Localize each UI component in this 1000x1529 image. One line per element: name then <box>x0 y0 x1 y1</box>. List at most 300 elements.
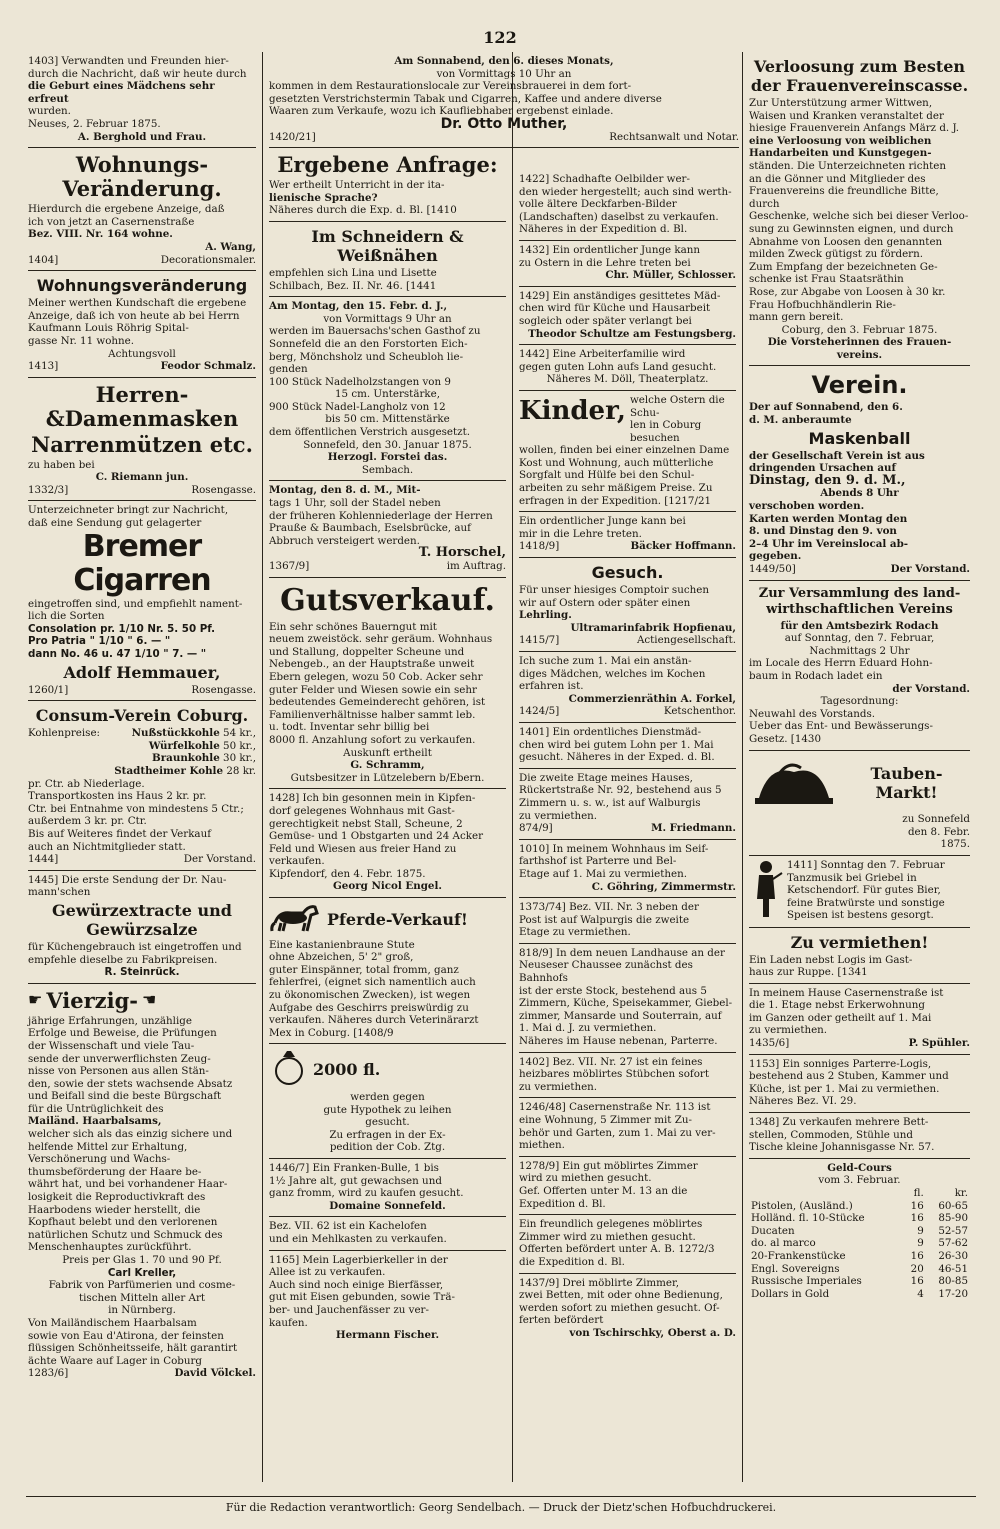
ad-signature: A. Berghold und Frau. <box>77 130 207 143</box>
ad-line: Meiner werthen Kundschaft die ergebene <box>28 297 247 310</box>
musician-icon <box>749 859 783 923</box>
ad-line: erfahren ist. <box>519 680 584 693</box>
ad-line: 1875. <box>940 838 970 851</box>
ad-line: helfende Mittel zur Erhaltung, <box>28 1140 188 1153</box>
ad-line: ich von jetzt an Casernenstraße <box>28 215 195 228</box>
ad-line: Transportkosten ins Haus 2 kr. pr. <box>28 790 207 803</box>
ad-maker: Carl Kreller, <box>107 1266 177 1279</box>
ad-franken-bulle <box>269 1159 506 1217</box>
ad-line: bedeutendes Gemeinderecht gehören, ist <box>269 696 486 709</box>
ad-title: Herren-&Damenmasken <box>45 381 239 431</box>
ad-line: verkaufen. Näheres durch Veterinärarzt <box>269 1014 479 1027</box>
ad-line: Abends 8 Uhr <box>820 487 899 500</box>
ad-holzverstrich <box>269 297 506 481</box>
ad-line: Feld und Wiesen aus freier Hand zu <box>269 842 457 855</box>
ad-wohnhaus-verkauf <box>269 789 506 898</box>
ad-line: Schilbach, Bez. II. Nr. 46. [1441 <box>269 279 437 292</box>
ad-signature: T. Horschel, <box>418 545 506 561</box>
ad-line: zu haben bei <box>28 458 95 471</box>
ad-bettstellen <box>749 1113 970 1159</box>
ad-line: Waaren zum Verkaufe, wozu ich Kaufliebhaber ergebenst einlade. <box>269 105 614 118</box>
ad-title: Gutsverkauf. <box>280 582 495 618</box>
ad-stadel-abbruch <box>269 481 506 577</box>
ad-line: 1411] Sonntag den 7. Februar <box>787 858 945 871</box>
pointing-hand-icon: ☛ <box>28 990 43 1010</box>
ad-line: sung zu Gewinnsten eignen, und durch <box>749 222 954 235</box>
ad-line: Abnahme von Loosen den genannten <box>749 235 943 248</box>
ad-signature: C. Göhring, Zimmermstr. <box>591 880 736 893</box>
ad-line: Montag, den 8. d. M., Mit- <box>269 484 421 497</box>
ad-line: bestehend aus 2 Stuben, Kammer und <box>749 1070 949 1083</box>
ad-line: Die zweite Etage meines Hauses, <box>519 771 693 784</box>
ad-line: Haarbodens wieder herstellt, die <box>28 1203 201 1216</box>
ad-line: auf Sonntag, den 7. Februar, <box>784 632 935 645</box>
ad-line: die 1. Etage nebst Erkerwohnung <box>749 999 925 1012</box>
ad-line: werden gegen <box>350 1091 425 1103</box>
ad-line: 1442] Eine Arbeiterfamilie wird <box>519 348 686 361</box>
ad-title: Maskenball <box>808 428 911 448</box>
ad-line: neuem zweistöck. sehr geräum. Wohnhaus <box>269 633 493 646</box>
ad-line: sowie von Eau d'Atirona, der feinsten <box>28 1329 224 1342</box>
imprint-footer: Für die Redaction verantwortlich: Georg Sendelbach. — Druck der Dietz'schen Hofbuchdruckerei. <box>26 1496 976 1514</box>
ad-line: von Vormittags 10 Uhr an <box>436 67 572 80</box>
ad-line: Eine kastanienbraune Stute <box>269 938 415 951</box>
ad-line: 100 Stück Nadelholzstangen von 9 <box>269 375 451 388</box>
ad-line: mann'schen <box>28 886 91 899</box>
ad-signature: G. Schramm, <box>350 759 425 772</box>
ad-line: 1373/74] Bez. VII. Nr. 3 neben der <box>519 901 699 914</box>
ad-title: Bremer Cigarren <box>73 528 211 598</box>
ad-line: ber- und Jauchenfässer zu ver- <box>269 1303 429 1316</box>
ad-line: thumsbeförderung der Haare be- <box>28 1165 202 1178</box>
table-row <box>749 1237 970 1250</box>
ad-line: 1428] Ich bin gesonnen mein in Kipfen- <box>269 792 476 805</box>
ad-line: eine Wohnung, 5 Zimmer mit Zu- <box>519 1114 692 1126</box>
ad-kachelofen <box>269 1217 506 1250</box>
ad-line: Preis per Glas 1. 70 und 90 Pf. <box>62 1254 222 1266</box>
ad-birth-announcement <box>28 52 256 148</box>
ad-verein-maskenball <box>749 366 970 580</box>
table-cell: 60-65 <box>938 1199 968 1212</box>
ad-line: zu Sonnefeld <box>902 813 970 826</box>
ad-line: Bez. VII. 62 ist ein Kachelofen <box>269 1220 427 1233</box>
ad-title: 2000 fl. <box>313 1059 381 1079</box>
ad-line: Aufgabe des Geschirrs preiswürdig zu <box>269 1001 469 1014</box>
ad-drei-zimmer <box>519 1274 736 1344</box>
table-cell: Engl. Sovereigns <box>751 1262 840 1275</box>
ad-line: fehlerfrei, (eignet sich namentlich auch <box>269 976 476 989</box>
table-row <box>749 1200 970 1213</box>
ad-line: milden Zweck gütigst zu fördern. <box>749 248 923 261</box>
ad-number: 874/9] <box>519 822 553 835</box>
ad-parterre-bel-etage <box>519 840 736 898</box>
ad-line: wir auf Ostern oder später einen <box>519 596 691 609</box>
ad-line: werden sofort zu miethen gesucht. Of- <box>519 1301 720 1314</box>
table-cell: 52-57 <box>938 1224 968 1237</box>
ad-line: Tische kleine Johannisgasse Nr. 57. <box>749 1141 935 1154</box>
ad-line: behör und Garten, zum 1. Mai zu ver- <box>519 1126 716 1139</box>
ad-line: Rückertstraße Nr. 92, bestehend aus 5 <box>519 784 722 797</box>
ad-signature: Commerzienräthin A. Forkel, <box>568 692 736 705</box>
ad-line: Nebengeb., an der Hauptstraße unweit <box>269 658 475 671</box>
ad-line: Ich suche zum 1. Mai ein anstän- <box>519 655 692 667</box>
ad-line: 1445] Die erste Sendung der Dr. Nau- <box>28 873 227 886</box>
ad-line: ist der erste Stock, bestehend aus 5 <box>519 984 707 997</box>
ad-line: Hierdurch die ergebene Anzeige, daß <box>28 203 225 216</box>
ad-zweite-etage <box>519 769 736 840</box>
ad-line: Post ist auf Walpurgis die zweite <box>519 913 690 926</box>
ad-line: Näheres M. Döll, Theaterplatz. <box>546 373 709 386</box>
ad-verloosung <box>749 52 970 366</box>
ad-title: Verloosung zum Besten der Frauenvereinscasse. <box>750 57 969 95</box>
ad-line: Frauenvereins die freundliche Bitte, durch <box>749 185 939 210</box>
ad-line: Gesetz. [1430 <box>749 732 822 745</box>
ad-line: eingetroffen sind, und empfiehlt nament- <box>28 597 243 610</box>
ad-line: und Beifall sind die beste Bürgschaft <box>28 1090 222 1103</box>
ad-line: Zum Empfang der bezeichneten Ge- <box>749 260 938 273</box>
ad-line: Coburg, den 3. Februar 1875. <box>781 323 938 336</box>
ad-line: berg, Mönchsholz und Scheubloh lie- <box>269 350 464 363</box>
ad-line: Zur Unterstützung armer Wittwen, <box>749 97 933 109</box>
ad-line: zimmer, Mansarde und Souterrain, auf <box>519 1009 722 1022</box>
price-name: Würfelkohle <box>148 739 220 752</box>
table-header-cell <box>749 1187 903 1200</box>
table-cell: 16 <box>910 1199 924 1212</box>
ad-line: verschoben worden. <box>749 500 865 513</box>
ad-line: Waisen und Kranken veranstaltet der <box>749 109 944 122</box>
money-bag-icon <box>269 1047 309 1091</box>
ad-oelbilder <box>519 170 736 241</box>
ad-bremer-cigarren <box>28 501 256 701</box>
ad-line: Lehrling. <box>519 609 572 622</box>
table-cell: 9 <box>917 1237 924 1250</box>
ad-line: welcher sich als das einzig sichere und <box>28 1128 233 1141</box>
ad-signature: Bäcker Hoffmann. <box>630 540 736 553</box>
ad-line: Ein freundlich gelegenes möblirtes <box>519 1218 703 1231</box>
ad-line: chen wird für Küche und Hausarbeit <box>519 302 711 315</box>
ad-line: 1. Mai d. J. zu vermiethen. <box>519 1022 657 1035</box>
ad-freundliches-zimmer <box>519 1215 736 1273</box>
ad-wohnungs-veraenderung <box>28 148 256 271</box>
ad-line: und ein Mehlkasten zu verkaufen. <box>269 1232 447 1245</box>
ad-line: zu Ostern in die Lehre treten bei <box>519 256 691 269</box>
ad-line: feine Bratwürste und sonstige <box>787 896 945 909</box>
ad-line: nisse von Personen aus allen Stän- <box>28 1065 209 1078</box>
price-value: 28 kr. <box>226 765 256 777</box>
ad-signature: R. Steinrück. <box>104 966 180 979</box>
ad-line: Expedition d. Bl. <box>519 1197 606 1210</box>
ad-line: der früheren Kohlenniederlage der Herren <box>269 509 493 522</box>
ad-gutsverkauf <box>269 578 506 790</box>
ad-line: 1165] Mein Lagerbierkeller in der <box>269 1253 448 1266</box>
table-cell: 20 <box>910 1262 924 1275</box>
ad-line: Speisen ist bestens gesorgt. <box>787 909 934 922</box>
ad-line: flüssigen Schönheitsseife, hält garantirt <box>28 1342 238 1355</box>
ad-line: daß eine Sendung gut gelagerter <box>28 517 202 530</box>
table-cell: 20-Frankenstücke <box>751 1249 846 1262</box>
ad-line: sende der unverwerflichsten Zeug- <box>28 1052 211 1065</box>
ad-number: 1367/9] <box>269 560 310 572</box>
ad-title: Consum-Verein Coburg. <box>35 706 249 726</box>
ad-number: 1415/7] <box>519 634 560 647</box>
ad-line: gegeben. <box>749 550 802 563</box>
ad-line: baum in Rodach ladet ein <box>749 669 883 682</box>
ad-masken <box>28 378 256 502</box>
price-value: 30 kr., <box>223 752 256 765</box>
ad-line: Ein ordentlicher Junge kann bei <box>519 515 686 528</box>
ad-line: wird zu miethen gesucht. <box>519 1172 652 1185</box>
ad-line: Am Sonnabend, den 6. dieses Monats, <box>394 55 614 67</box>
ad-junge-schlosser <box>519 241 736 287</box>
ad-line: den wieder hergestellt; auch sind werth- <box>519 185 732 198</box>
ad-line: 1422] Schadhafte Oelbilder wer- <box>519 173 690 185</box>
ad-line: Ein Laden nebst Logis im Gast- <box>749 953 913 966</box>
pointing-hand-icon: ☚ <box>141 990 157 1010</box>
ad-haarbalsam <box>28 984 256 1384</box>
ad-title: Wohnungs-Veränderung. <box>62 152 222 202</box>
ad-line: die Geburt eines Mädchens sehr erfreut <box>28 80 215 105</box>
ad-item: dann No. 46 u. 47 1/10 " 7. — " <box>28 648 207 661</box>
price-value: 50 kr., <box>223 739 256 752</box>
ad-line: im Locale des Herrn Eduard Hohn- <box>749 657 933 670</box>
ad-line: Ueber das Ent- und Bewässerungs- <box>749 720 933 733</box>
ad-line: In meinem Hause Casernenstraße ist <box>749 986 944 999</box>
table-cell: 80-85 <box>938 1275 968 1288</box>
ad-line: 900 Stück Nadel-Langholz von 12 <box>269 400 446 413</box>
ad-line: den 8. Febr. <box>907 825 970 838</box>
ad-line: tags 1 Uhr, soll der Stadel neben <box>269 497 441 510</box>
ad-line: Handarbeiten und Kunstgegen- <box>749 147 932 160</box>
ad-line: 818/9] In dem neuen Landhause an der <box>519 946 725 959</box>
ad-line: ganz fromm, wird zu kaufen gesucht. <box>269 1187 464 1200</box>
ad-line: volle ältere Deckfarben-Bilder <box>519 198 677 211</box>
ad-line: Familienverhältnisse halber sammt leb. <box>269 708 476 721</box>
ad-line: Zimmer wird zu miethen gesucht. <box>519 1230 696 1243</box>
ad-number: 1260/1] <box>28 683 69 696</box>
ad-signature: M. Friedmann. <box>651 822 736 835</box>
ad-title: Kinder, <box>519 395 626 426</box>
ad-line: hiesige Frauenverein Anfangs März d. J. <box>749 122 960 135</box>
ad-line: Der auf Sonnabend, den 6. <box>749 401 903 414</box>
ad-line: 1348] Zu verkaufen mehrere Bett- <box>749 1116 929 1129</box>
ad-dienstmaedchen <box>519 723 736 769</box>
table-cell: 16 <box>910 1212 924 1225</box>
ad-line: 1153] Ein sonniges Parterre-Logis, <box>749 1057 932 1070</box>
ad-line: miethen. <box>519 1139 565 1152</box>
ad-line: Verschönerung und Wachs- <box>28 1153 171 1166</box>
ad-line: Kaufmann Louis Röhrig Spital- <box>28 322 189 335</box>
ad-gesuch <box>519 558 736 652</box>
ad-maedchen-kueche <box>519 287 736 345</box>
ad-title: Vierzig- <box>46 987 138 1013</box>
ad-line: Nachmittags 2 Uhr <box>809 644 910 657</box>
ad-line: der Wissenschaft und viele Tau- <box>28 1039 195 1052</box>
ad-signature: Die Vorsteherinnen des Frauen-vereins. <box>767 336 952 361</box>
ad-signature: Theodor Schultze am Festungsberg. <box>528 327 736 340</box>
ad-signature: Herzogl. Forstei das. <box>327 451 448 464</box>
ad-line: zu vermiethen. <box>749 1024 828 1037</box>
ad-number: 1418/9] <box>519 540 560 553</box>
ad-signature: P. Spühler. <box>908 1037 970 1050</box>
ad-line: 1403] Verwandten und Freunden hier- <box>28 55 229 67</box>
table-row <box>749 1250 970 1263</box>
ad-line: lienische Sprache? <box>269 191 378 204</box>
ad-line: für den Amtsbezirk Rodach <box>780 619 939 632</box>
ad-geld-cours <box>749 1159 970 1305</box>
column-3 <box>513 52 743 1482</box>
ad-line: Prauße & Baumbach, Eselsbrücke, auf <box>269 522 471 535</box>
ad-signature: Adolf Hemmauer, <box>63 662 221 682</box>
ad-role: Actiengesellschaft. <box>636 634 736 647</box>
ad-line: gute Hypothek zu leihen <box>323 1103 452 1116</box>
exchange-rate-table <box>749 1187 970 1300</box>
ad-line: Ctr. bei Entnahme von mindestens 5 Ctr.; <box>28 802 244 815</box>
ad-line: gegen guten Lohn aufs Land gesucht. <box>519 360 717 373</box>
ad-line: Rose, zur Abgabe von Loosen à 30 kr. <box>749 285 946 298</box>
table-row <box>749 1288 970 1301</box>
ad-title: Geld-Cours <box>827 1161 892 1174</box>
ad-line: der Gesellschaft Verein ist aus <box>749 449 925 462</box>
ad-line: sogleich oder später verlangt bei <box>519 314 692 327</box>
table-row <box>749 1225 970 1238</box>
ad-item: Consolation pr. 1/10 Nr. 5. 50 Pf. <box>28 622 216 635</box>
table-header-cell: kr. <box>954 1187 968 1199</box>
ad-role: Decorationsmaler. <box>160 253 256 266</box>
ad-arbeiterfamilie <box>519 345 736 391</box>
ad-line: 1010] In meinem Wohnhaus im Seif- <box>519 842 709 855</box>
ad-line: chen wird bei gutem Lohn per 1. Mai <box>519 738 714 751</box>
ad-role: Gutsbesitzer in Lützelebern b/Ebern. <box>290 771 485 784</box>
ad-number: 1449/50] <box>749 563 796 575</box>
ad-line: 1446/7] Ein Franken-Bulle, 1 bis <box>269 1161 439 1174</box>
ad-maedchen-kochen <box>519 652 736 723</box>
ad-line: Karten werden Montag den <box>749 512 908 525</box>
ad-line: ächte Waare auf Lager in Coburg <box>28 1354 203 1367</box>
ad-line: arbeiten zu sehr mäßigem Preise. Zu <box>519 482 713 495</box>
ad-line: an die Gönner und Mitglieder des <box>749 172 926 185</box>
price-name: Stadtheimer Kohle <box>114 765 224 777</box>
ad-line: empfehle dieselbe zu Fabrikpreisen. <box>28 953 218 966</box>
ad-line: Näheres in der Expedition d. Bl. <box>519 223 688 236</box>
ad-line: bis 50 cm. Mittenstärke <box>325 413 450 426</box>
ad-line: 8000 fl. Anzahlung sofort zu verkaufen. <box>269 733 476 746</box>
ad-line: heizbares möblirtes Stübchen sofort <box>519 1068 709 1081</box>
bird-icon <box>749 754 839 814</box>
ad-place: Rosengasse. <box>191 683 256 696</box>
price-name: Braunkohle <box>152 752 220 765</box>
page-number: 122 <box>483 28 517 47</box>
ad-number: 1444] <box>28 853 59 866</box>
ad-signature: Der Vorstand. <box>183 853 256 866</box>
ad-ergebene-anfrage <box>269 148 506 222</box>
ad-pferde-verkauf <box>269 898 506 1044</box>
ad-line: (Landschaften) daselbst zu verkaufen. <box>519 210 719 223</box>
column-1 <box>26 52 263 1482</box>
ad-number: 1424/5] <box>519 705 560 718</box>
ad-line: in Nürnberg. <box>108 1304 176 1317</box>
ad-place: Rosengasse. <box>191 483 256 496</box>
ad-number: 1283/6] <box>28 1367 69 1380</box>
ad-post-etage <box>519 898 736 944</box>
ad-line: Für unser hiesiges Comptoir suchen <box>519 584 709 597</box>
ad-line: Unterzeichneter bringt zur Nachricht, <box>28 504 229 517</box>
table-cell: 26-30 <box>938 1249 968 1262</box>
ad-place: Sembach. <box>361 463 414 476</box>
ad-tanzmusik <box>749 856 970 928</box>
ad-line: gerechtigkeit nebst Stall, Scheune, 2 <box>269 817 463 830</box>
ad-title: Zur Versammlung des land-wirthschaftlichen Vereins <box>758 585 961 617</box>
ad-line: Ein sehr schönes Bauerngut mit <box>269 620 437 633</box>
columns <box>26 52 976 1482</box>
ad-role: Rechtsanwalt und Notar. <box>609 130 739 143</box>
ad-line: 1429] Ein anständiges gesittetes Mäd- <box>519 289 721 302</box>
ad-line: Frau Hofbuchhändlerin Rie- <box>749 298 896 311</box>
ad-subtitle: vom 3. Februar. <box>818 1174 901 1187</box>
ad-landhaus <box>519 944 736 1053</box>
ad-line: Mex in Coburg. [1408/9 <box>269 1026 394 1039</box>
ad-line: und Stallung, doppelter Scheune und <box>269 645 465 658</box>
table-cell: 85-90 <box>938 1212 968 1225</box>
ad-line: währt hat, und bei vorhandener Haar- <box>28 1178 228 1191</box>
ad-line: Bis auf Weiteres findet der Verkauf <box>28 827 212 840</box>
ad-line: Tanzmusik bei Griebel in <box>787 871 917 884</box>
ad-line: 1437/9] Drei möblirte Zimmer, <box>519 1276 680 1289</box>
ad-zimmer-gesucht <box>519 1157 736 1215</box>
ad-title: Im Schneidern & Weißnähen <box>311 226 464 265</box>
ad-line: stellen, Commoden, Stühle und <box>749 1128 914 1141</box>
ad-line: pr. Ctr. ab Niederlage. <box>28 777 145 790</box>
ad-line: Kost und Wohnung, auch mütterliche <box>519 456 714 469</box>
ad-line: Etage auf 1. Mai zu vermiethen. <box>519 867 688 880</box>
ad-line: 1432] Ein ordentlicher Junge kann <box>519 243 701 256</box>
ad-signature: Der Vorstand. <box>890 563 970 575</box>
ad-signature: Hermann Fischer. <box>335 1329 440 1342</box>
ad-line: ferten befördert <box>519 1314 604 1327</box>
ad-line: Kipfendorf, den 4. Febr. 1875. <box>269 867 426 880</box>
ad-stuebchen <box>519 1053 736 1099</box>
ad-line: guter Einspänner, total fromm, ganz <box>269 963 459 976</box>
ad-item: Pro Patria " 1/10 " 6. — " <box>28 635 171 648</box>
ad-line: 8. und Dinstag den 9. von <box>749 525 897 538</box>
ad-line: wollen, finden bei einer einzelnen Dame <box>519 444 730 457</box>
ad-signature: Feodor Schmalz. <box>160 360 256 373</box>
ad-lagerbierkeller <box>269 1251 506 1346</box>
ad-line: genden <box>269 363 308 376</box>
ad-line: Neuwahl des Vorstands. <box>749 707 876 720</box>
ad-line: den, sowie der stets wachsende Absatz <box>28 1077 233 1090</box>
ad-line: zu vermiethen. <box>519 809 598 822</box>
ad-line: 1246/48] Casernenstraße Nr. 113 ist <box>519 1101 711 1114</box>
ad-line: 1½ Jahre alt, gut gewachsen und <box>269 1174 442 1187</box>
ad-line: Sorgfalt und Hülfe bei den Schul- <box>519 469 695 482</box>
ad-junge-baecker <box>519 512 736 558</box>
ad-signature: A. Wang, <box>205 240 256 253</box>
ad-line: dem öffentlichen Verstrich ausgesetzt. <box>269 426 470 439</box>
ad-title: Verein. <box>811 371 908 400</box>
horse-icon <box>269 901 323 939</box>
ad-line: Offerten befördert unter A. B. 1272/3 <box>519 1243 715 1256</box>
ad-line: Zu erfragen in der Ex- <box>329 1128 446 1141</box>
ad-line: Am Montag, den 15. Febr. d. J., <box>269 300 448 313</box>
ad-line: Menschenhauptes zurückführt. <box>28 1241 192 1254</box>
ad-line: gesetzten Verstrichstermin Tabak und Cigarren, Kaffee und andere diverse <box>269 92 662 105</box>
ad-signature: Domaine Sonnefeld. <box>329 1199 446 1212</box>
ad-number: 1435/6] <box>749 1037 790 1050</box>
price-name: Nußstückkohle <box>131 727 220 740</box>
ad-line: Gemüse- und 1 Obstgarten und 24 Acker <box>269 830 484 843</box>
ad-number: 1413] <box>28 360 59 373</box>
ad-line: Etage zu vermiethen. <box>519 926 631 939</box>
